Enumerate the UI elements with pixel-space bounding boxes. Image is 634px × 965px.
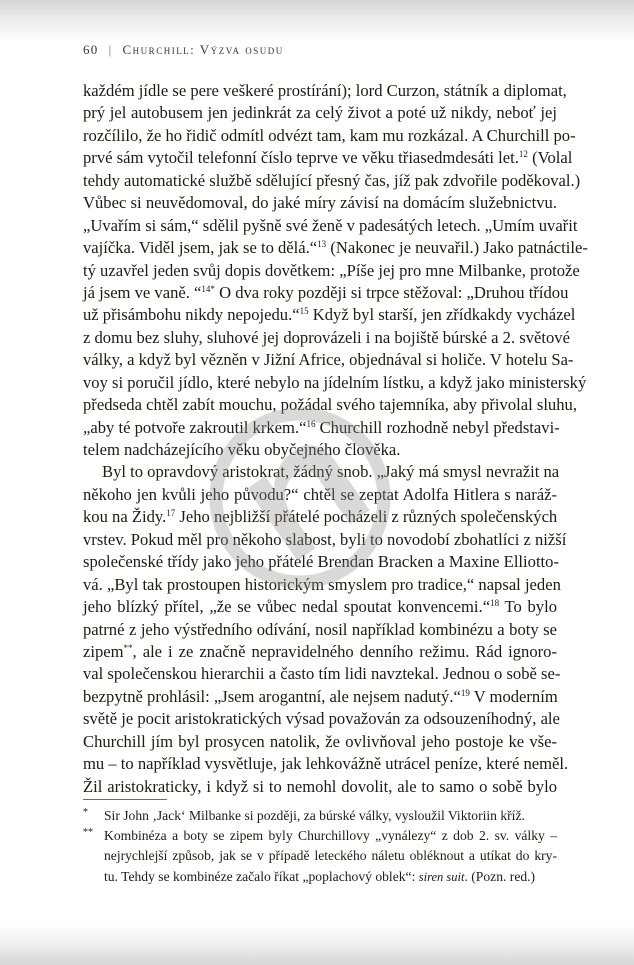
- text-line: Vůbec si neuvědomoval, do jaké míry závisí na domácím služebnictvu.: [83, 193, 557, 213]
- text-line: bezpytně prohlásil: „Jsem arogantní, ale nejsem nadutý.“$^{19}$ V moderním: [83, 686, 558, 706]
- footnote-line: Sir John ‚Jack‘ Milbanke si později, za búrské války, vysloužil Viktoriin kříž.: [104, 808, 525, 823]
- text-line: světě je pocit aristokratických výsad považován za odsouzeníhodný, ale: [83, 709, 560, 729]
- note-reference: 19: [460, 687, 470, 698]
- text-line: „Uvařím si sám,“ sdělil pyšně své ženě v padesátých letech. „Umím uvařit: [83, 215, 578, 235]
- header-separator: |: [108, 42, 113, 57]
- text-line: už přisámbohu nikdy nepojedu.“$^{15}$ Když byl starší, jen zřídkakdy vycházel: [83, 305, 576, 325]
- text-line: val společenskou hierarchii a často tím lidi navztekal. Jednou o sobě se-: [83, 664, 561, 684]
- note-reference: **: [123, 642, 133, 653]
- text-line: vrstev. Pokud měl pro někoho slabost, byli to novodobí zbohatlíci z nižší: [83, 529, 567, 549]
- text-line: rozčílilo, že ho řidič odmítl odvézt tam, kam mu rozkázal. A Churchill po-: [83, 125, 576, 145]
- running-header: [83, 42, 284, 58]
- text-line: „aby té potvoře zakroutil krkem.“$^{16}$ Churchill rozhodně nebyl představi-: [83, 417, 560, 437]
- note-reference: 16: [306, 418, 316, 429]
- note-reference: 12: [518, 149, 528, 160]
- footnote-line: nejrychlejší způsob, jak se v případě leteckého náletu obléknout a utíkat do kry-: [104, 848, 557, 864]
- note-reference: 15: [299, 306, 309, 317]
- note-reference: 18: [490, 598, 500, 609]
- text-line: Žil aristokraticky, i když si to nemohl dovolit, ale to samo o sobě bylo: [83, 776, 557, 796]
- note-reference: 14*: [201, 283, 215, 294]
- text-line: tehdy automatické službě sdělující přesný čas, jíž pak zdvořile poděkoval.): [83, 170, 581, 190]
- text-line: tý uzavřel jeden svůj dopis dovětkem: „Píše jej pro mne Milbanke, protože: [83, 260, 580, 280]
- text-line: vá. „Byl tak prostoupen historickým smyslem pro tradice,“ napsal jeden: [83, 574, 561, 594]
- italic-term: siren suit: [418, 869, 465, 884]
- text-line: Byl to opravdový aristokrat, žádný snob. „Jaký má smysl nevražit na: [102, 462, 560, 482]
- text-line: předseda chtěl zabít mouchu, požádal svého tajemníka, aby přivolal sluhu,: [83, 395, 577, 415]
- footnote-rule: [83, 799, 167, 800]
- text-line: Churchill jím byl prosycen natolik, že ovlivňoval jeho postoje ke vše-: [83, 731, 557, 751]
- text-line: voy si poručil jídlo, které nebylo na jídelním lístku, a když jako ministerský: [83, 372, 587, 392]
- body-text: [83, 80, 588, 798]
- note-reference: 17: [166, 508, 176, 519]
- paragraph: [83, 80, 588, 461]
- text-line: mu – to například vysvětluje, jak lehkovážně utrácel peníze, které neměl.: [83, 754, 569, 774]
- footnote-line: tu. Tehdy se kombinéze začalo říkat „poplachový oblek“: siren suit. (Pozn. red.): [104, 868, 536, 884]
- text-line: někoho jen kvůli jeho původu?“ chtěl se zeptat Adolfa Hitlera s naráž-: [83, 484, 557, 504]
- text-line: prvé sám vytočil telefonní číslo teprve ve věku třiasedmdesáti let.$^{12}$ (Volal: [83, 148, 573, 168]
- text-line: jeho blízký přítel, „že se vůbec nedal spoutat konvencemi.“$^{18}$ To bylo: [83, 597, 557, 617]
- text-line: společenské třídy jako jeho přátelé Brendan Bracken a Maxine Elliotto-: [83, 552, 559, 572]
- footnote-marker: **: [83, 827, 93, 839]
- footnote-line: Kombinéza a boty se zipem byly Churchillovy „vynálezy“ z dob 2. sv. války –: [104, 828, 557, 844]
- text-line: patrné z jeho výstředního odívání, nosil například kombinézu a boty se: [83, 619, 557, 639]
- paragraph: [83, 461, 569, 798]
- text-line: prý jel autobusem jen jedinkrát za celý život a poté už nikdy, neboť jej: [83, 103, 557, 123]
- note-reference: 13: [317, 239, 327, 250]
- text-line: zipem**, ale i ze značně nepravidelného denního režimu. Rád ignoro-: [83, 641, 557, 661]
- footnote: [83, 826, 557, 887]
- footnote-marker: *: [83, 807, 88, 818]
- text-line: kou na Židy.$^{17}$ Jeho nejbližší přátelé pocházeli z různých společenských: [83, 507, 558, 527]
- text-line: z domu bez sluhy, sluhové jej doprovázeli i na bojiště búrské a 2. světové: [83, 327, 570, 347]
- footnotes: [83, 806, 557, 887]
- page-number: 60: [83, 42, 99, 57]
- text-line: já jsem ve vaně. “$^{14*}$ O dva roky později si trpce stěžoval: „Druhou třídou: [83, 282, 569, 302]
- text-line: každém jídle se pere veškeré prostírání); lord Curzon, státník a diplomat,: [83, 81, 567, 100]
- footnote: [83, 806, 557, 826]
- book-title: Churchill: Výzva osudu: [122, 42, 284, 57]
- text-line: vajíčka. Viděl jsem, jak se to dělá.“$^{13}$ (Nakonec je neuvařil.) Jako patnáctile-: [83, 238, 588, 258]
- text-line: telem nadcházejícího věku obyčejného člověka.: [83, 440, 401, 459]
- text-line: války, a když byl vězněn v Jižní Africe, objednával si holiče. V hotelu Sa-: [83, 350, 574, 370]
